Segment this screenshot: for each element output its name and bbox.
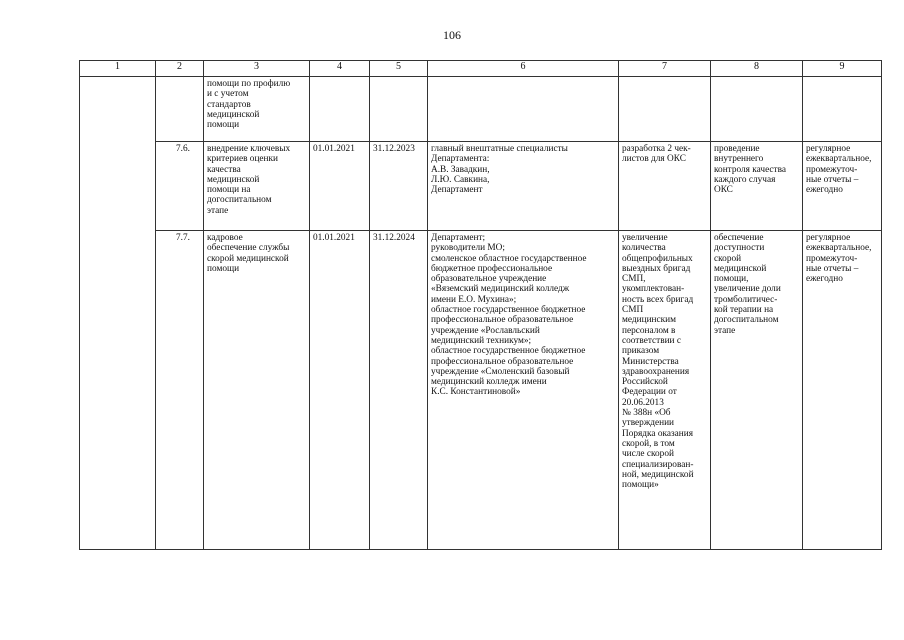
cell-line: помощи	[207, 120, 240, 131]
column-number: 2	[156, 61, 204, 77]
cell-line: областное государственное бюджетное	[431, 305, 586, 316]
cell-line: медицинской	[714, 263, 767, 274]
cell-line: медицинской	[207, 174, 260, 185]
cell-line: профессиональное образовательное	[431, 315, 574, 326]
cell-line: ной, медицинской	[622, 469, 694, 480]
cell-line: медицинский колледж имени	[431, 377, 547, 388]
column-number: 7	[619, 61, 711, 77]
measures-table	[79, 60, 882, 550]
responsible-cell	[428, 77, 619, 142]
cell-line: помощи	[207, 263, 240, 274]
cell-line: смоленское областное государственное	[431, 253, 587, 264]
reporting-cell	[803, 77, 882, 142]
result-cell	[619, 231, 711, 550]
column-number: 5	[370, 61, 428, 77]
start-date-cell: 01.01.2021	[310, 142, 370, 231]
cell-line: числе скорой	[622, 449, 674, 460]
cell-line: Л.Ю. Савкина,	[431, 174, 490, 185]
cell-line: выездных бригад	[622, 263, 691, 274]
cell-line: тромболитичес-	[714, 294, 778, 305]
cell-line: регулярное	[806, 144, 851, 154]
cell-line: образовательное учреждение	[431, 274, 547, 285]
column-number: 4	[310, 61, 370, 77]
cell-line: Министерства	[622, 356, 679, 367]
section-cell	[80, 77, 156, 550]
page-number: 106	[443, 28, 461, 42]
cell-line: обеспечение	[714, 233, 764, 243]
cell-line: количества	[622, 243, 666, 254]
cell-line: Федерации от	[622, 387, 677, 398]
cell-line: соответствии с	[622, 335, 681, 346]
responsible-cell	[428, 142, 619, 231]
cell-line: внутреннего	[714, 154, 764, 165]
cell-line: Департамент;	[431, 233, 486, 243]
cell-line: ежегодно	[806, 274, 843, 285]
measure-name-cell	[204, 231, 310, 550]
cell-line: ежеквартальное,	[806, 243, 872, 254]
cell-line: № 388н «Об	[622, 408, 671, 419]
column-number: 1	[80, 61, 156, 77]
table-row	[80, 231, 882, 550]
cell-line: профессиональное образовательное	[431, 356, 574, 367]
column-number-row	[80, 61, 882, 77]
cell-line: кадровое	[207, 233, 243, 243]
start-date-cell: 01.01.2021	[310, 231, 370, 550]
end-date-cell: 31.12.2024	[370, 231, 428, 550]
cell-line: проведение	[714, 144, 760, 154]
cell-line: медицинский техникум»;	[431, 335, 532, 346]
indicator-cell	[711, 142, 803, 231]
column-number: 3	[204, 61, 310, 77]
cell-line: А.В. Завадкин,	[431, 164, 490, 175]
cell-line: имени Е.О. Мухина»;	[431, 294, 517, 305]
cell-line: листов для ОКС	[622, 154, 686, 165]
cell-line: приказом	[622, 346, 660, 357]
cell-line: догоспитальном	[714, 315, 779, 326]
cell-line: контроля качества	[714, 164, 787, 175]
end-date-cell	[370, 77, 428, 142]
cell-line: утверждении	[622, 418, 675, 429]
cell-line: промежуточ-	[806, 253, 858, 264]
cell-line: увеличение доли	[714, 284, 781, 295]
cell-line: главный внештатные специалисты	[431, 144, 568, 154]
cell-line: специализирован-	[622, 459, 694, 470]
cell-line: критериев оценки	[207, 154, 279, 165]
cell-line: увеличение	[622, 233, 668, 243]
cell-line: регулярное	[806, 233, 851, 243]
indicator-cell	[711, 77, 803, 142]
cell-line: руководители МО;	[431, 243, 505, 254]
cell-line: К.С. Константиновой»	[431, 387, 521, 398]
result-cell	[619, 77, 711, 142]
cell-line: кой терапии на	[714, 305, 774, 316]
cell-line: учреждение «Рославльский	[431, 325, 540, 336]
column-number: 6	[428, 61, 619, 77]
cell-line: ежеквартальное,	[806, 154, 872, 165]
cell-line: промежуточ-	[806, 164, 858, 175]
indicator-cell	[711, 231, 803, 550]
start-date-cell	[310, 77, 370, 142]
cell-line: СМП	[622, 305, 644, 316]
table-row	[80, 142, 882, 231]
end-date-cell: 31.12.2023	[370, 142, 428, 231]
cell-line: этапе	[714, 325, 736, 336]
cell-line: медицинским	[622, 315, 677, 326]
reporting-cell	[803, 231, 882, 550]
cell-line: укомплектован-	[622, 284, 685, 295]
responsible-cell	[428, 231, 619, 550]
item-number-cell: 7.6.	[156, 142, 204, 231]
cell-line: стандартов	[207, 99, 251, 110]
cell-line: доступности	[714, 243, 765, 254]
column-number: 9	[803, 61, 882, 77]
cell-line: разработка 2 чек-	[622, 144, 691, 154]
cell-line: здравоохранения	[622, 366, 690, 377]
item-number-cell: 7.7.	[156, 231, 204, 550]
cell-line: помощи»	[622, 480, 659, 491]
cell-line: Департамента:	[431, 154, 490, 165]
cell-line: ность всех бригад	[622, 294, 694, 305]
cell-line: помощи на	[207, 185, 251, 196]
reporting-cell	[803, 142, 882, 231]
cell-line: Российской	[622, 377, 668, 388]
cell-line: помощи,	[714, 274, 749, 285]
cell-line: ные отчеты –	[806, 263, 859, 274]
cell-line: учреждение «Смоленский базовый	[431, 366, 570, 377]
cell-line: качества	[207, 164, 241, 175]
cell-line: персоналом в	[622, 325, 676, 336]
cell-line: скорой, в том	[622, 438, 675, 449]
measure-name-cell	[204, 77, 310, 142]
cell-line: медицинской	[207, 109, 260, 120]
cell-line: областное государственное бюджетное	[431, 346, 586, 357]
cell-line: Порядка оказания	[622, 428, 694, 439]
cell-line: и с учетом	[207, 89, 249, 100]
cell-line: этапе	[207, 205, 229, 216]
cell-line: помощи по профилю	[207, 79, 291, 89]
cell-line: внедрение ключевых	[207, 144, 291, 154]
cell-line: каждого случая	[714, 174, 776, 185]
cell-line: ОКС	[714, 185, 733, 196]
cell-line: Департамент	[431, 185, 483, 196]
item-number-cell	[156, 77, 204, 142]
cell-line: ные отчеты –	[806, 174, 859, 185]
cell-line: догоспитальном	[207, 195, 272, 206]
cell-line: скорой медицинской	[207, 253, 289, 264]
cell-line: ежегодно	[806, 185, 843, 196]
cell-line: «Вяземский медицинский колледж	[431, 284, 570, 295]
cell-line: скорой	[714, 253, 742, 264]
cell-line: общепрофильных	[622, 253, 693, 264]
cell-line: 20.06.2013	[622, 397, 664, 408]
table-row	[80, 77, 882, 142]
column-number: 8	[711, 61, 803, 77]
cell-line: бюджетное профессиональное	[431, 263, 553, 274]
cell-line: обеспечение службы	[207, 243, 290, 254]
result-cell	[619, 142, 711, 231]
measure-name-cell	[204, 142, 310, 231]
cell-line: СМП,	[622, 274, 646, 285]
